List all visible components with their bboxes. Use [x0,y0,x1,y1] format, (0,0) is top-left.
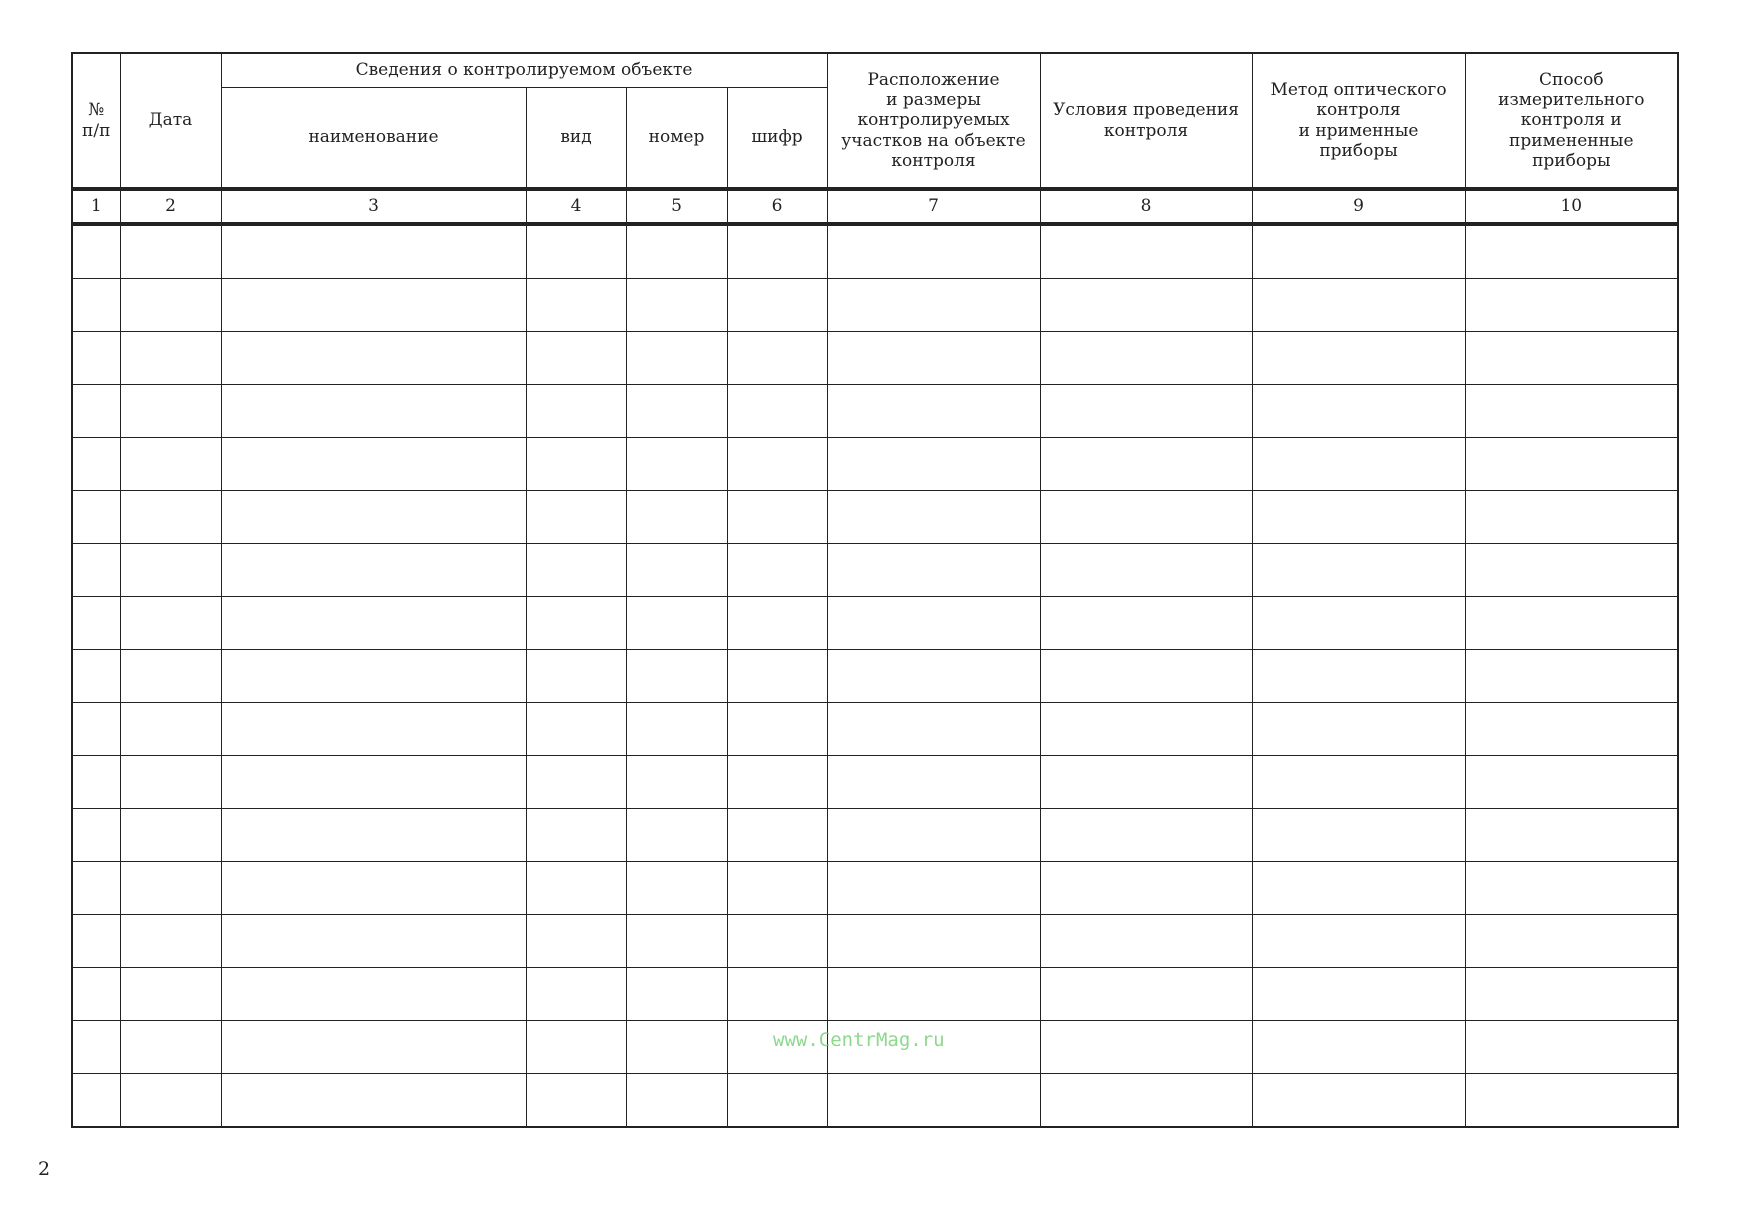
table-cell[interactable] [1040,544,1252,597]
table-cell[interactable] [626,703,727,756]
table-cell[interactable] [1465,597,1678,650]
table-cell[interactable] [72,650,120,703]
table-cell[interactable] [120,597,221,650]
table-cell[interactable] [1465,703,1678,756]
table-cell[interactable] [626,862,727,915]
table-cell[interactable] [120,332,221,385]
table-cell[interactable] [1465,385,1678,438]
table-cell[interactable] [827,544,1040,597]
header-location-sizes: Расположение и размеры контролируемых участков на объекте контроля [827,53,1040,189]
table-cell[interactable] [221,332,526,385]
table-cell[interactable] [120,915,221,968]
table-cell[interactable] [1465,915,1678,968]
table-cell[interactable] [1040,597,1252,650]
table-row [72,703,1678,756]
table-cell[interactable] [626,1021,727,1074]
table-cell[interactable] [1465,438,1678,491]
table-cell[interactable] [72,703,120,756]
table-cell[interactable] [727,491,827,544]
table-cell[interactable] [72,809,120,862]
column-number: 10 [1465,189,1678,224]
table-cell[interactable] [727,968,827,1021]
table-cell[interactable] [526,650,626,703]
table-cell[interactable] [1040,1074,1252,1128]
table-cell[interactable] [626,544,727,597]
table-cell[interactable] [727,862,827,915]
table-row [72,332,1678,385]
table-cell[interactable] [626,756,727,809]
table-cell[interactable] [827,650,1040,703]
table-cell[interactable] [120,224,221,279]
table-cell[interactable] [72,385,120,438]
table-cell[interactable] [1465,1021,1678,1074]
table-row [72,650,1678,703]
table-cell[interactable] [120,385,221,438]
table-cell[interactable] [72,756,120,809]
table-cell[interactable] [727,597,827,650]
table-cell[interactable] [120,1021,221,1074]
table-cell[interactable] [221,703,526,756]
table-cell[interactable] [1252,438,1465,491]
table-cell[interactable] [626,915,727,968]
table-cell[interactable] [120,279,221,332]
inspection-journal-table [71,52,1679,1128]
header-number: номер [626,87,727,189]
table-cell[interactable] [727,279,827,332]
table-cell[interactable] [72,438,120,491]
table-cell[interactable] [1040,491,1252,544]
table-cell[interactable] [827,1074,1040,1128]
header-measuring-method: Способ измерительного контроля и примененные приборы [1465,53,1678,189]
table-cell[interactable] [120,650,221,703]
table-cell[interactable] [1465,968,1678,1021]
table-cell[interactable] [221,650,526,703]
table-cell[interactable] [1252,224,1465,279]
table-cell[interactable] [72,224,120,279]
table-cell[interactable] [526,862,626,915]
table-cell[interactable] [526,703,626,756]
column-number: 8 [1040,189,1252,224]
table-cell[interactable] [1252,809,1465,862]
table-cell[interactable] [626,968,727,1021]
table-cell[interactable] [1040,862,1252,915]
table-cell[interactable] [221,809,526,862]
header-conditions: Условия проведения контроля [1040,53,1252,189]
table-cell[interactable] [727,224,827,279]
table-cell[interactable] [72,862,120,915]
table-cell[interactable] [626,385,727,438]
table-cell[interactable] [1040,1021,1252,1074]
table-cell[interactable] [221,544,526,597]
table-cell[interactable] [1465,1074,1678,1128]
table-cell[interactable] [221,968,526,1021]
table-row [72,438,1678,491]
table-row [72,544,1678,597]
table-cell[interactable] [1465,332,1678,385]
table-cell[interactable] [120,968,221,1021]
table-cell[interactable] [626,438,727,491]
table-row [72,968,1678,1021]
table-cell[interactable] [221,438,526,491]
table-row [72,756,1678,809]
table-cell[interactable] [1465,544,1678,597]
table-cell[interactable] [1252,650,1465,703]
table-cell[interactable] [120,756,221,809]
column-number: 2 [120,189,221,224]
table-cell[interactable] [120,703,221,756]
table-cell[interactable] [526,438,626,491]
table-cell[interactable] [1040,279,1252,332]
table-cell[interactable] [120,862,221,915]
table-cell[interactable] [120,438,221,491]
table-cell[interactable] [1040,809,1252,862]
table-cell[interactable] [221,279,526,332]
table-cell[interactable] [727,438,827,491]
column-number: 7 [827,189,1040,224]
table-cell[interactable] [221,385,526,438]
table-cell[interactable] [526,809,626,862]
table-cell[interactable] [221,491,526,544]
table-cell[interactable] [827,915,1040,968]
table-cell[interactable] [1252,597,1465,650]
table-cell[interactable] [1252,1074,1465,1128]
table-cell[interactable] [827,224,1040,279]
header-optical-method: Метод оптического контроля и нрименные приборы [1252,53,1465,189]
table-cell[interactable] [727,544,827,597]
table-cell[interactable] [72,544,120,597]
table-cell[interactable] [827,968,1040,1021]
header-code: шифр [727,87,827,189]
table-cell[interactable] [221,1074,526,1128]
table-body [72,224,1678,1127]
header-date: Дата [120,53,221,189]
table-cell[interactable] [221,597,526,650]
table-cell[interactable] [1252,544,1465,597]
table-cell[interactable] [221,915,526,968]
table-cell[interactable] [526,332,626,385]
table-cell[interactable] [1040,224,1252,279]
table-row [72,809,1678,862]
watermark-text: www.CentrMag.ru [773,1029,945,1051]
table-cell[interactable] [626,597,727,650]
table-cell[interactable] [626,809,727,862]
table-cell[interactable] [1040,703,1252,756]
table-cell[interactable] [1465,756,1678,809]
table-cell[interactable] [72,332,120,385]
table-row [72,597,1678,650]
column-number: 5 [626,189,727,224]
table-cell[interactable] [827,597,1040,650]
table-cell[interactable] [72,1021,120,1074]
table-cell[interactable] [827,703,1040,756]
table-cell[interactable] [827,438,1040,491]
table-cell[interactable] [72,1074,120,1128]
table-cell[interactable] [1252,862,1465,915]
table-cell[interactable] [1040,438,1252,491]
table-cell[interactable] [727,650,827,703]
table-cell[interactable] [626,491,727,544]
table-cell[interactable] [72,968,120,1021]
table-cell[interactable] [626,279,727,332]
table-cell[interactable] [626,224,727,279]
table-row [72,385,1678,438]
table-row [72,862,1678,915]
table-row [72,915,1678,968]
table-cell[interactable] [727,809,827,862]
table-row [72,224,1678,279]
table-cell[interactable] [1252,385,1465,438]
table-cell[interactable] [1252,332,1465,385]
table-cell[interactable] [727,1074,827,1128]
page-number: 2 [38,1158,51,1180]
table-cell[interactable] [1252,703,1465,756]
table-cell[interactable] [526,756,626,809]
table-cell[interactable] [1040,756,1252,809]
table-cell[interactable] [1040,968,1252,1021]
table-cell[interactable] [221,224,526,279]
table-cell[interactable] [221,756,526,809]
table-cell[interactable] [526,915,626,968]
table-cell[interactable] [827,279,1040,332]
table-cell[interactable] [727,332,827,385]
header-name: наименование [221,87,526,189]
table-cell[interactable] [72,491,120,544]
table-cell[interactable] [72,279,120,332]
column-number: 4 [526,189,626,224]
table-cell[interactable] [1252,915,1465,968]
table-cell[interactable] [72,597,120,650]
column-number-row [72,189,1678,224]
table-cell[interactable] [526,544,626,597]
table-cell[interactable] [727,756,827,809]
table-cell[interactable] [827,385,1040,438]
table-cell[interactable] [626,1074,727,1128]
header-index: № п/п [72,53,120,189]
table-cell[interactable] [827,862,1040,915]
table-cell[interactable] [120,544,221,597]
table-cell[interactable] [526,1021,626,1074]
column-number: 1 [72,189,120,224]
table-cell[interactable] [827,491,1040,544]
table-cell[interactable] [526,224,626,279]
table-cell[interactable] [120,491,221,544]
table-cell[interactable] [727,703,827,756]
table-cell[interactable] [626,650,727,703]
table-cell[interactable] [1465,491,1678,544]
table-cell[interactable] [526,1074,626,1128]
table-cell[interactable] [1252,491,1465,544]
table-cell[interactable] [1465,279,1678,332]
table-cell[interactable] [120,809,221,862]
table-cell[interactable] [221,1021,526,1074]
table-row [72,279,1678,332]
header-type: вид [526,87,626,189]
table-cell[interactable] [526,491,626,544]
table-cell[interactable] [1252,1021,1465,1074]
table-cell[interactable] [72,915,120,968]
table-cell[interactable] [526,385,626,438]
table-cell[interactable] [526,597,626,650]
table-cell[interactable] [1465,862,1678,915]
column-number: 6 [727,189,827,224]
table-cell[interactable] [727,385,827,438]
column-number: 9 [1252,189,1465,224]
column-number: 3 [221,189,526,224]
table-cell[interactable] [1040,915,1252,968]
table-cell[interactable] [827,332,1040,385]
table-cell[interactable] [1252,279,1465,332]
header-object-info: Сведения о контролируемом объекте [221,53,827,87]
table-cell[interactable] [1040,385,1252,438]
table-cell[interactable] [626,332,727,385]
table-row [72,1074,1678,1128]
table-cell[interactable] [1465,224,1678,279]
table-cell[interactable] [827,756,1040,809]
table-cell[interactable] [827,809,1040,862]
table-cell[interactable] [1465,650,1678,703]
table-cell[interactable] [526,968,626,1021]
table-cell[interactable] [221,862,526,915]
table-cell[interactable] [1040,650,1252,703]
table-cell[interactable] [526,279,626,332]
table-cell[interactable] [727,915,827,968]
table-cell[interactable] [1040,332,1252,385]
table-cell[interactable] [120,1074,221,1128]
table-cell[interactable] [1252,756,1465,809]
table-cell[interactable] [1465,809,1678,862]
table-cell[interactable] [1252,968,1465,1021]
table-row [72,491,1678,544]
